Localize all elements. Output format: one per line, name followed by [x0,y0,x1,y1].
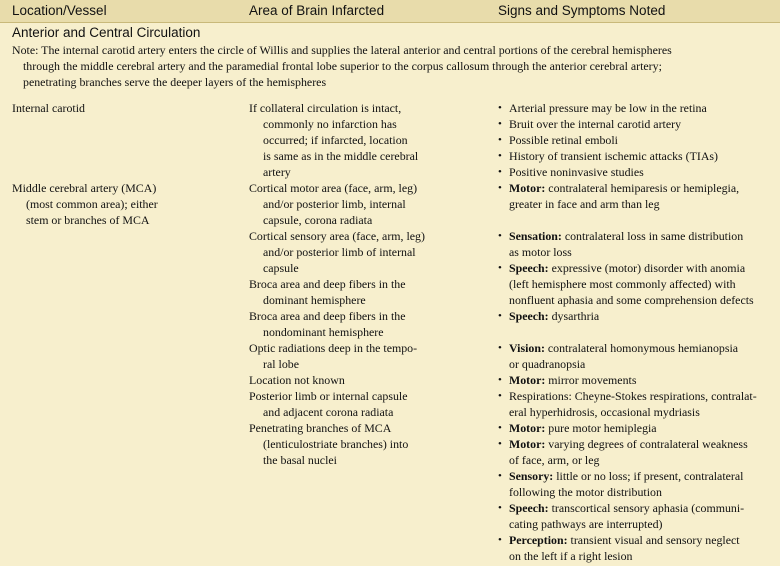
area-text: If collateral circulation is intact, [249,101,402,115]
section-title: Anterior and Central Circulation [12,25,201,40]
sign-text: on the left if a right lesion [509,549,633,563]
sign-label: Motor: [509,181,546,195]
bullet-icon: • [498,150,502,162]
sign-text: contralateral hemiparesis or hemiplegia, [545,181,740,195]
area-text: and/or posterior limb, internal [263,197,406,211]
sign-text: (left hemisphere most commonly affected) with [509,277,736,291]
bullet-icon: • [498,374,502,386]
sign-text: eral hyperhidrosis, occasional mydriasis [509,405,700,419]
bullet-icon: • [498,102,502,114]
area-text: dominant hemisphere [263,293,366,307]
note-line: Note: The internal carotid artery enters the circle of Willis and supplies the lateral anterior and central portions of the cerebral hemispheres [12,43,672,57]
area-text: capsule [263,261,299,275]
sign-text: dysarthria [548,309,600,323]
area-text: (lenticulostriate branches) into [263,437,409,451]
bullet-icon: • [498,166,502,178]
location-mca: stem or branches of MCA [26,213,150,227]
area-text: commonly no infarction has [263,117,397,131]
bullet-icon: • [498,534,502,546]
location-internal-carotid: Internal carotid [12,101,85,115]
sign-text: mirror movements [545,373,637,387]
sign-label: Speech: [509,309,549,323]
area-text: capsule, corona radiata [263,213,373,227]
sign-text: following the motor distribution [509,485,662,499]
area-text: Cortical sensory area (face, arm, leg) [249,229,425,243]
sign-text: as motor loss [509,245,572,259]
section-note [12,42,778,90]
bullet-icon: • [498,182,502,194]
sign-text: expressive (motor) disorder with anomia [548,261,746,275]
bullet-icon: • [498,310,502,322]
bullet-icon: • [498,390,502,402]
area-text: occurred; if infarcted, location [263,133,408,147]
col-header-signs: Signs and Symptoms Noted [498,3,666,18]
location-mca: Middle cerebral artery (MCA) [12,181,157,195]
bullet-icon: • [498,134,502,146]
sign-text: little or no loss; if present, contralateral [553,469,744,483]
sign-text: Arterial pressure may be low in the retina [509,101,707,115]
sign-text: Positive noninvasive studies [509,165,644,179]
area-text: is same as in the middle cerebral [263,149,419,163]
bullet-icon: • [498,502,502,514]
sign-label: Motor: [509,437,546,451]
sign-text: contralateral loss in same distribution [561,229,744,243]
area-text: and adjacent corona radiata [263,405,394,419]
sign-text: of face, arm, or leg [509,453,600,467]
area-text: Cortical motor area (face, arm, leg) [249,181,418,195]
bullet-icon: • [498,262,502,274]
area-text: ral lobe [263,357,299,371]
area-text: the basal nuclei [263,453,337,467]
sign-text: Bruit over the internal carotid artery [509,117,682,131]
sign-label: Vision: [509,341,545,355]
sign-label: Sensation: [509,229,562,243]
area-text: Optic radiations deep in the tempo- [249,341,418,355]
location-mca: (most common area); either [26,197,158,211]
sign-label: Speech: [509,501,549,515]
sign-text: contralateral homonymous hemianopsia [544,341,739,355]
sign-text: varying degrees of contralateral weakness [545,437,748,451]
area-text: Broca area and deep fibers in the [249,277,406,291]
sign-label: Speech: [509,261,549,275]
sign-text: greater in face and arm than leg [509,197,660,211]
sign-text: pure motor hemiplegia [545,421,657,435]
area-text: Location not known [249,373,345,387]
area-text: Posterior limb or internal capsule [249,389,408,403]
col-header-location: Location/Vessel [12,3,107,18]
sign-text: History of transient ischemic attacks (TIAs) [509,149,719,163]
note-line: through the middle cerebral artery and the paramedial frontal lobe superior to the corpus callosum through the anterior cerebral artery; [23,59,662,73]
bullet-icon: • [498,230,502,242]
bullet-icon: • [498,470,502,482]
area-text: and/or posterior limb of internal [263,245,416,259]
area-text: Penetrating branches of MCA [249,421,392,435]
sign-text: Possible retinal emboli [509,133,618,147]
bullet-icon: • [498,422,502,434]
sign-label: Perception: [509,533,568,547]
area-text: nondominant hemisphere [263,325,384,339]
note-line: penetrating branches serve the deeper layers of the hemispheres [23,75,327,89]
bullet-icon: • [498,438,502,450]
col-header-area: Area of Brain Infarcted [249,3,385,18]
sign-text: cating pathways are interrupted) [509,517,663,531]
bullet-icon: • [498,118,502,130]
area-text: artery [263,165,291,179]
sign-text: transient visual and sensory neglect [567,533,740,547]
bullet-icon: • [498,342,502,354]
sign-text: nonfluent aphasia and some comprehension defects [509,293,754,307]
area-text: Broca area and deep fibers in the [249,309,406,323]
sign-text: or quadranopsia [509,357,586,371]
sign-label: Sensory: [509,469,554,483]
sign-text: transcortical sensory aphasia (communi- [548,501,745,515]
sign-label: Motor: [509,373,546,387]
sign-text: Respirations: Cheyne-Stokes respirations, contralat- [509,389,757,403]
table-header [0,0,780,23]
sign-label: Motor: [509,421,546,435]
